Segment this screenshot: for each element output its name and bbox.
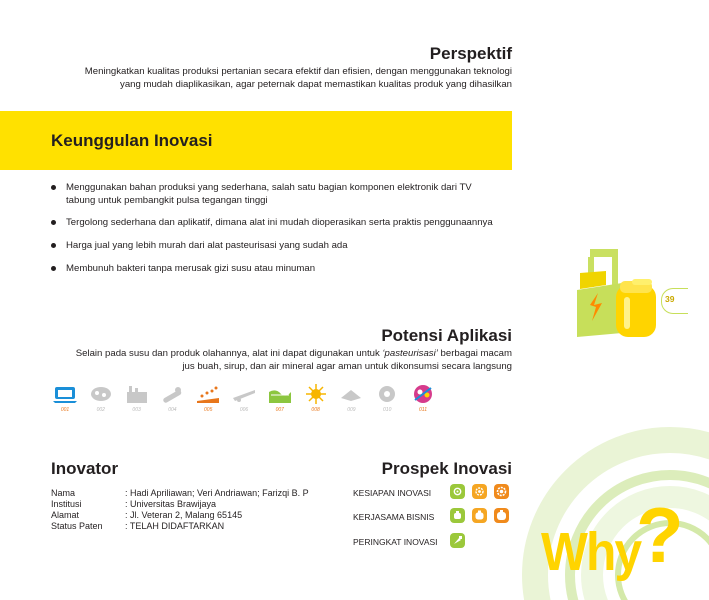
application-icon-cell	[336, 382, 366, 413]
application-icon-number: 007	[275, 407, 284, 413]
perspektif-line-2: yang mudah diaplikasikan, agar peternak dapat memastikan kualitas produk yang dihasilkan	[120, 78, 512, 90]
keunggulan-item-line: Menggunakan bahan produksi yang sederhana, salah satu bagian komponen elektronik dari TV	[66, 182, 472, 193]
peringkat-badge-icon	[450, 533, 465, 548]
potensi-title: Potensi Aplikasi	[381, 326, 512, 345]
keunggulan-item	[51, 263, 513, 276]
potensi-text	[32, 348, 512, 373]
keunggulan-item	[51, 182, 513, 207]
defense-icon	[337, 382, 365, 406]
keunggulan-item-line: Membunuh bakteri tanpa merusak gizi susu atau minuman	[66, 263, 316, 274]
keunggulan-item-line: Harga jual yang lebih murah dari alat pasteurisasi yang sudah ada	[66, 240, 348, 251]
material-icon	[373, 382, 401, 406]
energy-icon	[302, 382, 330, 406]
perspektif-line-1: Meningkatkan kualitas produksi pertanian secara efektif dan efisien, dengan menggunakan teknologi	[84, 66, 512, 77]
perspektif-text	[32, 66, 512, 91]
kerjasama-badge-icon	[472, 508, 487, 523]
inovator-label: Institusi	[51, 499, 82, 509]
application-icon-cell	[372, 382, 402, 413]
bullet-dot	[51, 243, 56, 248]
kesiapan-badge-icon	[494, 484, 509, 499]
inovator-value: : Universitas Brawijaya	[125, 499, 217, 509]
bio-icon	[87, 382, 115, 406]
application-icon-number: 003	[132, 407, 141, 413]
potensi-line-1-post: berbagai macam	[437, 348, 512, 359]
inovator-label: Nama	[51, 488, 76, 498]
inovator-title: Inovator	[51, 459, 119, 478]
application-icon-number: 011	[419, 407, 427, 413]
kesiapan-badge-icon	[472, 484, 487, 499]
application-icon-number: 004	[168, 407, 177, 413]
page-number: 39	[665, 294, 675, 304]
kesiapan-badge-icon	[450, 484, 465, 499]
application-icon-number: 005	[204, 407, 213, 413]
application-icon-cell	[229, 382, 259, 413]
social-icon	[409, 382, 437, 406]
kerjasama-badge-icon	[494, 508, 509, 523]
application-icon-cell	[86, 382, 116, 413]
keunggulan-item-line: tabung untuk pembangkit pulsa tegangan tinggi	[66, 194, 268, 206]
bullet-dot	[51, 266, 56, 271]
bullet-dot	[51, 185, 56, 190]
keunggulan-item	[51, 217, 513, 230]
transport-icon	[230, 382, 258, 406]
prospek-title: Prospek Inovasi	[381, 459, 512, 478]
inovator-value: : TELAH DIDAFTARKAN	[125, 521, 225, 531]
application-icon-cell	[408, 382, 438, 413]
keunggulan-title: Keunggulan Inovasi	[51, 131, 213, 150]
application-icon-cell	[265, 382, 295, 413]
keunggulan-item-line: Tergolong sederhana dan aplikatif, dimana alat ini mudah dioperasikan serta praktis penggunaannya	[66, 217, 493, 228]
chart-icon	[194, 382, 222, 406]
application-icon-cell	[193, 382, 223, 413]
application-icon-cell	[157, 382, 187, 413]
application-icon-number: 008	[311, 407, 320, 413]
health-icon	[158, 382, 186, 406]
application-icon-number: 010	[383, 407, 392, 413]
application-icon-number: 001	[60, 407, 70, 413]
prospek-label-kesiapan: KESIAPAN INOVASI	[353, 488, 432, 498]
application-icon-number: 006	[239, 407, 249, 413]
why-word: Why	[541, 522, 641, 582]
bullet-dot	[51, 220, 56, 225]
prospek-label-kerjasama: KERJASAMA BISNIS	[353, 512, 435, 522]
kerjasama-badge-icon	[450, 508, 465, 523]
potensi-line-1-pre: Selain pada susu dan produk olahannya, alat ini dapat digunakan untuk	[75, 348, 383, 359]
prospek-label-peringkat: PERINGKAT INOVASI	[353, 537, 438, 547]
application-icon-cell	[301, 382, 331, 413]
potensi-line-1	[32, 348, 512, 361]
inovator-label: Alamat	[51, 510, 80, 520]
application-icon-cell	[50, 382, 80, 413]
potensi-line-2: jus buah, sirup, dan air mineral agar aman untuk dikonsumsi secara langsung	[182, 360, 512, 372]
inovator-value: : Hadi Apriliawan; Veri Andriawan; Farizqi B. P	[125, 488, 309, 498]
application-icon-number: 009	[347, 407, 356, 413]
inovator-value: : Jl. Veteran 2, Malang 65145	[125, 510, 243, 520]
perspektif-title: Perspektif	[429, 44, 512, 63]
inovator-label: Status Paten	[51, 521, 103, 531]
potensi-line-1-em: ‘pasteurisasi’	[382, 348, 438, 359]
application-icon-number: 002	[96, 407, 105, 413]
ict-icon	[51, 382, 79, 406]
application-icon-cell	[122, 382, 152, 413]
industry-icon	[123, 382, 151, 406]
keunggulan-item	[51, 240, 513, 253]
product-illustration	[572, 245, 675, 345]
agriculture-icon	[266, 382, 294, 406]
why-question-mark: ?	[636, 491, 684, 579]
